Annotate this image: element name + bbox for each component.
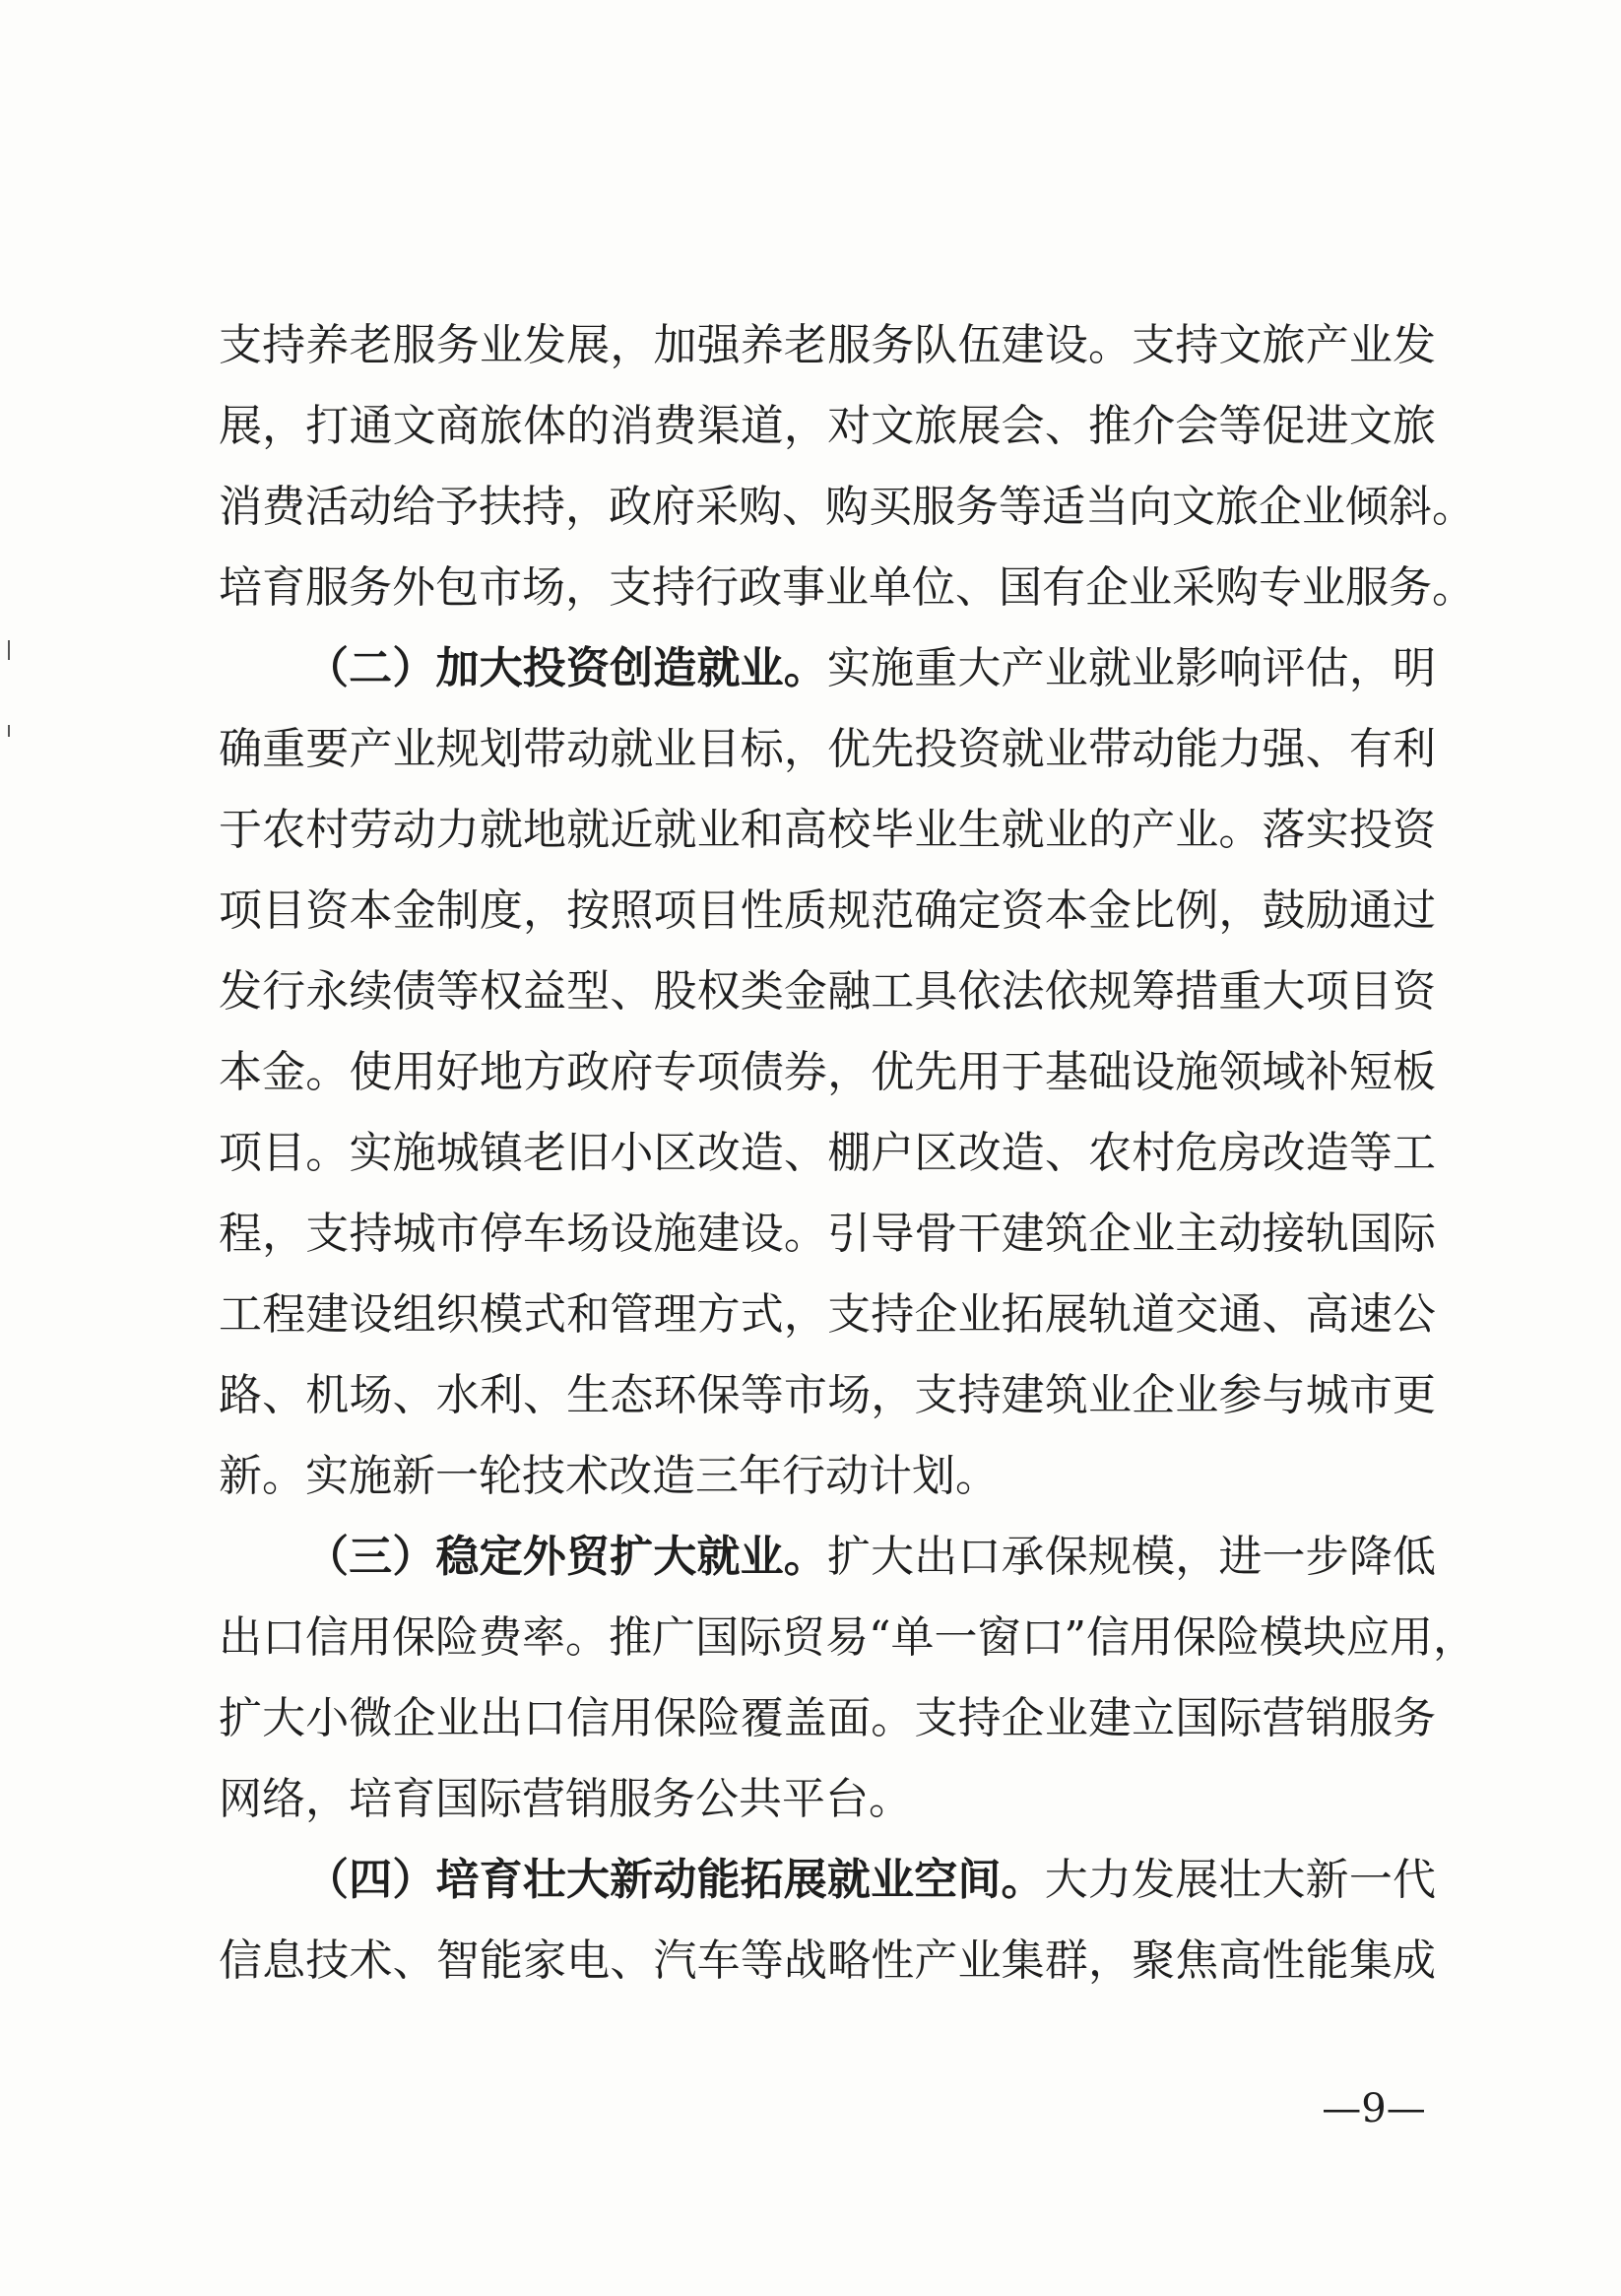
section-heading: （四）培育壮大新动能拓展就业空间。 (305, 1855, 1045, 1905)
text-line: 出口信用保险费率。推广国际贸易“单一窗口”信用保险模块应用， (219, 1612, 1476, 1663)
text-line: 扩大小微企业出口信用保险覆盖面。支持企业建立国际营销服务 (219, 1693, 1436, 1743)
text-line: 本金。使用好地方政府专项债券，优先用于基础设施领域补短板 (219, 1047, 1436, 1097)
text-line: 培育服务外包市场，支持行政事业单位、国有企业采购专业服务。 (219, 562, 1475, 613)
section-heading: （二）加大投资创造就业。 (305, 643, 827, 693)
text-line: 项目。实施城镇老旧小区改造、棚户区改造、农村危房改造等工 (219, 1128, 1436, 1178)
paragraph-first-line (219, 1840, 1436, 1921)
text-line: 发行永续债等权益型、股权类金融工具依法依规筹措重大项目资 (219, 966, 1436, 1017)
section-heading: （三）稳定外贸扩大就业。 (305, 1532, 827, 1582)
page-number: —9— (1322, 2086, 1426, 2132)
text-line: 工程建设组织模式和管理方式，支持企业拓展轨道交通、高速公 (219, 1289, 1436, 1340)
scan-edge-mark (8, 640, 10, 660)
text-line: 新。实施新一轮技术改造三年行动计划。 (219, 1451, 999, 1501)
text-line: 支持养老服务业发展，加强养老服务队伍建设。支持文旅产业发 (219, 320, 1436, 370)
scan-edge-mark (8, 725, 10, 737)
text-run: 实施重大产业就业影响评估，明 (826, 643, 1437, 693)
body-text (219, 305, 1476, 2001)
text-line: 于农村劳动力就地就近就业和高校毕业生就业的产业。落实投资 (219, 805, 1436, 855)
paragraph-first-line (219, 628, 1436, 709)
text-line: 展，打通文商旅体的消费渠道，对文旅展会、推介会等促进文旅 (219, 401, 1436, 451)
text-run: 大力发展壮大新一代 (1044, 1855, 1436, 1905)
text-line: 网络，培育国际营销服务公共平台。 (219, 1774, 912, 1824)
text-line: 路、机场、水利、生态环保等市场，支持建筑业企业参与城市更 (219, 1370, 1436, 1420)
text-line: 信息技术、智能家电、汽车等战略性产业集群，聚焦高性能集成 (219, 1935, 1436, 1986)
text-line: 确重要产业规划带动就业目标，优先投资就业带动能力强、有利 (219, 724, 1436, 774)
text-run: 扩大出口承保规模，进一步降低 (826, 1532, 1437, 1582)
paragraph-first-line (219, 1517, 1436, 1598)
text-line: 程，支持城市停车场设施建设。引导骨干建筑企业主动接轨国际 (219, 1209, 1436, 1259)
text-line: 项目资本金制度，按照项目性质规范确定资本金比例，鼓励通过 (219, 886, 1436, 936)
text-line: 消费活动给予扶持，政府采购、购买服务等适当向文旅企业倾斜。 (219, 482, 1475, 532)
